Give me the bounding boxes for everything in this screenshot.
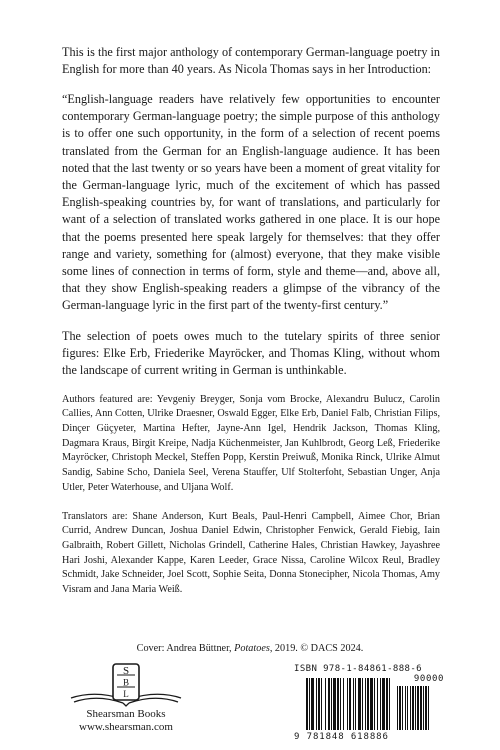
barcode-bar — [328, 678, 330, 730]
barcode-bar — [382, 678, 385, 730]
addon-barcode-bar — [412, 686, 414, 730]
publisher-url[interactable]: www.shearsman.com — [79, 721, 173, 733]
barcode-bar — [386, 678, 388, 730]
shearsman-logo-icon — [65, 662, 187, 708]
addon-barcode-bar — [425, 686, 427, 730]
addon-barcode-bar — [397, 686, 398, 730]
barcode-bar — [355, 678, 356, 730]
barcode-bar — [343, 678, 344, 730]
svg-text:B: B — [122, 677, 130, 688]
barcode-bar — [367, 678, 369, 730]
introduction-quote: “English-language readers have relatively few opportunities to encounter contemporary German-language poetry; the simple purpose of this anthology is to offer one such opportunity, in the form of a selection of recent poems translated from the German for an English-language audience. It has been noted that the last twenty or so years have been a moment of great vitality for the German-language lyric, much of the excitement of which has passed English-speaking countries by, for want of translations, and particularly for want of a selection of translated works gathered in one place. It is our hope that the poems presented here speak largely for themselves: that they offer range and variety, something for (almost) everyone, that they make visible some lines of connection in terms of form, style and theme—and, above all, that they show English-speaking readers a glimpse of the vibrancy of the German-language lyric in the first part of the twenty-first century.” — [62, 92, 440, 313]
svg-text:L: L — [123, 689, 129, 699]
addon-barcode-bar — [423, 686, 424, 730]
barcode-bar — [306, 678, 308, 730]
barcode-bar — [374, 678, 375, 730]
addon-barcode-bar — [399, 686, 401, 730]
barcode-bar — [321, 678, 322, 730]
intro-paragraph: This is the first major anthology of contemporary German-language poetry in English for more than 40 years. As Nicola Thomas says in her Introduction: — [62, 45, 440, 76]
barcode-number: 9 781848 618886 — [294, 732, 389, 742]
addon-barcode-bar — [407, 686, 408, 730]
barcode-bar — [358, 678, 361, 730]
cover-credit-suffix: , 2019. © DACS 2024. — [269, 643, 364, 654]
barcode-bar — [309, 678, 310, 730]
addon-barcode-bar — [428, 686, 429, 730]
barcode-bar — [362, 678, 363, 730]
barcode-bar — [318, 678, 320, 730]
cover-artwork-title: Potatoes — [234, 643, 270, 654]
addon-barcode-bar — [405, 686, 406, 730]
barcode-bar — [316, 678, 317, 730]
addon-barcode-bar — [415, 686, 416, 730]
barcode-bar — [380, 678, 381, 730]
barcode-bar — [370, 678, 373, 730]
barcode-bar — [377, 678, 378, 730]
barcode-bar — [331, 678, 332, 730]
barcode-icon — [294, 676, 444, 732]
barcode-bar — [311, 678, 314, 730]
price-code: 90000 — [413, 674, 444, 684]
cover-credit — [0, 642, 500, 656]
isbn-text: ISBN 978-1-84861-888-6 — [294, 664, 423, 674]
cover-credit-prefix: Cover: Andrea Büttner, — [136, 643, 235, 654]
publisher-name: Shearsman Books — [86, 708, 166, 720]
blurb-text — [62, 44, 440, 598]
barcode-bar — [353, 678, 354, 730]
addon-barcode-bar — [410, 686, 411, 730]
barcode-bar — [340, 678, 341, 730]
barcode-bar — [347, 678, 348, 730]
translators-list: Translators are: Shane Anderson, Kurt Beals, Paul-Henri Campbell, Aimee Chor, Brian Currid, Andrew Duncan, Joshua Daniel Edwin, Christopher Fenwick, Gerald Fiebig, Iain Galbraith, Robert Gillett, Nicholas Grindell, Catherine Hales, Christian Hawkey, Jayashree Hari Joshi, Alexander Kappe, Karen Leeder, Grace Nissa, Caroline Wilcox Reul, Bradley Schmidt, Jake Schneider, Joel Scott, Sophie Seita, Donna Stonecipher, Nicola Thomas, Amy Visram and Jana Maria Weiß. — [62, 510, 440, 596]
barcode-bar — [333, 678, 336, 730]
authors-list: Authors featured are: Yevgeniy Breyger, Sonja vom Brocke, Alexandru Bulucz, Carolin Callies, Ann Cotten, Ulrike Draesner, Oswald Egger, Elke Erb, Daniel Falb, Christian Filips, Dinçer Güçyeter, Martina Hefter, Jayne-Ann Igel, Hendrik Jackson, Thomas Kling, Dagmara Kraus, Birgit Kreipe, Nadja Küchenmeister, Jan Kuhlbrodt, Georg Leß, Friederike Mayröcker, Christoph Meckel, Steffen Popp, Kerstin Preiwuß, Monika Rinck, Ulrike Almut Sandig, Sabine Scho, Daniela Seel, Verena Stauffer, Ulf Stolterfoht, Sebastian Unger, Anja Utler, Peter Waterhouse, and Uljana Wolf. — [62, 393, 440, 493]
barcode-block — [294, 664, 444, 744]
barcode-bar — [325, 678, 326, 730]
barcode-bar — [349, 678, 351, 730]
addon-barcode-bar — [402, 686, 403, 730]
svg-text:S: S — [122, 665, 130, 677]
barcode-bar — [337, 678, 339, 730]
addon-barcode-bar — [417, 686, 419, 730]
barcode-bar — [365, 678, 366, 730]
addon-barcode-bar — [420, 686, 422, 730]
barcode-bar — [389, 678, 390, 730]
selection-paragraph: The selection of poets owes much to the tutelary spirits of three senior figures: Elke Erb, Friederike Mayröcker, and Thomas Kling, without whom the landscape of current writing in German is unthinkable. — [62, 328, 440, 377]
